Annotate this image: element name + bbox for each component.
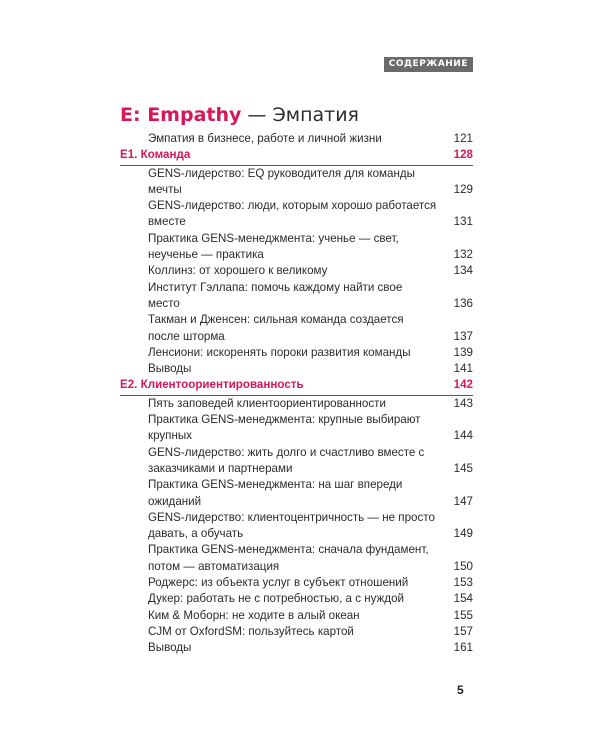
toc-entry[interactable] bbox=[120, 198, 473, 231]
toc-entry-title: GENS-лидерство: жить долго и счастливо вместе с заказчиками и партнерами bbox=[148, 445, 425, 475]
toc-entry[interactable] bbox=[120, 640, 473, 656]
section-letter: E: Empathy bbox=[120, 104, 242, 126]
toc-subsection-title: E2. Клиентоориентированность bbox=[120, 378, 304, 392]
toc-entry-page: 129 bbox=[453, 182, 473, 196]
toc-entry-page: 155 bbox=[453, 608, 473, 622]
toc-entry-page: 134 bbox=[453, 264, 473, 278]
toc-entry-title: Ленсиони: искоренять пороки развития команды bbox=[148, 345, 411, 359]
toc-entry-page: 149 bbox=[453, 527, 473, 541]
toc-entry-title: Коллинз: от хорошего к великому bbox=[148, 264, 328, 278]
toc-entry-page: 161 bbox=[453, 641, 473, 655]
toc-entry-title: Практика GENS-менеджмента: на шаг впереди ожиданий bbox=[148, 478, 403, 508]
toc-entry[interactable] bbox=[120, 361, 473, 377]
toc-entry[interactable] bbox=[120, 445, 473, 478]
toc-entry-title: Практика GENS-менеджмента: сначала фундамент, потом — автоматизация bbox=[148, 543, 429, 573]
toc-subsection-page: 142 bbox=[453, 378, 473, 392]
toc-entry-title: Практика GENS-менеджмента: крупные выбирают крупных bbox=[148, 413, 421, 443]
toc-entry-title: Такман и Дженсен: сильная команда создается после шторма bbox=[148, 313, 404, 343]
toc-entry-page: 145 bbox=[453, 461, 473, 475]
toc-entry-title: Выводы bbox=[148, 641, 192, 655]
toc-subsection-e1[interactable] bbox=[120, 147, 473, 163]
toc-entry-title: Эмпатия в бизнесе, работе и личной жизни bbox=[148, 132, 382, 145]
toc-entry-page: 141 bbox=[453, 362, 473, 376]
toc-entry-title: Институт Гэллапа: помочь каждому найти свое место bbox=[148, 280, 403, 310]
toc-entry-page: 131 bbox=[453, 215, 473, 229]
toc-entry-title: Выводы bbox=[148, 362, 192, 376]
toc-entry[interactable] bbox=[120, 345, 473, 361]
toc-entry-title: Пять заповедей клиентоориентированности bbox=[148, 396, 386, 410]
toc-entry-page: 137 bbox=[453, 329, 473, 343]
toc-entry[interactable] bbox=[120, 396, 473, 412]
toc-entry[interactable] bbox=[120, 312, 473, 345]
toc-entry-page: 139 bbox=[453, 345, 473, 359]
toc-entry-page: 157 bbox=[453, 624, 473, 638]
toc-entry[interactable] bbox=[120, 131, 473, 147]
toc-entry-title: Ким & Моборн: не ходите в алый океан bbox=[148, 608, 360, 622]
toc-entry[interactable] bbox=[120, 263, 473, 279]
toc-entry-title: Роджерс: из объекта услуг в субъект отношений bbox=[148, 576, 409, 590]
toc-entry-page: 153 bbox=[453, 576, 473, 590]
toc-entry[interactable] bbox=[120, 608, 473, 624]
toc-entry-page: 121 bbox=[453, 132, 473, 145]
toc-subsection-title: E1. Команда bbox=[120, 148, 191, 162]
toc-entry-page: 147 bbox=[453, 494, 473, 508]
table-of-contents bbox=[120, 131, 473, 657]
section-tag: СОДЕРЖАНИЕ bbox=[384, 57, 473, 72]
toc-entry-page: 154 bbox=[453, 592, 473, 606]
toc-entry-title: Практика GENS-менеджмента: ученье — свет, неученье — практика bbox=[148, 231, 399, 262]
toc-entry[interactable] bbox=[120, 231, 473, 264]
toc-entry[interactable] bbox=[120, 412, 473, 445]
section-title: — Эмпатия bbox=[241, 104, 359, 126]
toc-entry[interactable] bbox=[120, 591, 473, 607]
toc-entry-page: 143 bbox=[453, 396, 473, 410]
toc-subsection-e2[interactable] bbox=[120, 377, 473, 393]
toc-entry-page: 136 bbox=[453, 296, 473, 310]
toc-entry-title: GENS-лидерство: клиентоцентричность — не просто давать, а обучать bbox=[148, 510, 435, 541]
toc-entry-title: GENS-лидерство: EQ руководителя для команды мечты bbox=[148, 166, 415, 196]
section-heading bbox=[120, 103, 359, 127]
toc-entry[interactable] bbox=[120, 166, 473, 199]
toc-entry[interactable] bbox=[120, 477, 473, 510]
toc-entry-page: 150 bbox=[453, 559, 473, 573]
toc-entry[interactable] bbox=[120, 510, 473, 543]
toc-entry-title: GENS-лидерство: люди, которым хорошо работается вместе bbox=[148, 199, 437, 229]
toc-entry[interactable] bbox=[120, 542, 473, 575]
toc-entry[interactable] bbox=[120, 280, 473, 313]
toc-entry[interactable] bbox=[120, 624, 473, 640]
toc-entry-page: 132 bbox=[453, 248, 473, 262]
toc-subsection-page: 128 bbox=[453, 148, 473, 162]
toc-entry[interactable] bbox=[120, 575, 473, 591]
toc-entry-title: CJM от OxfordSM: пользуйтесь картой bbox=[148, 624, 354, 638]
page-number: 5 bbox=[457, 683, 464, 697]
toc-entry-title: Дукер: работать не с потребностью, а с нуждой bbox=[148, 592, 404, 606]
toc-entry-page: 144 bbox=[453, 429, 473, 443]
